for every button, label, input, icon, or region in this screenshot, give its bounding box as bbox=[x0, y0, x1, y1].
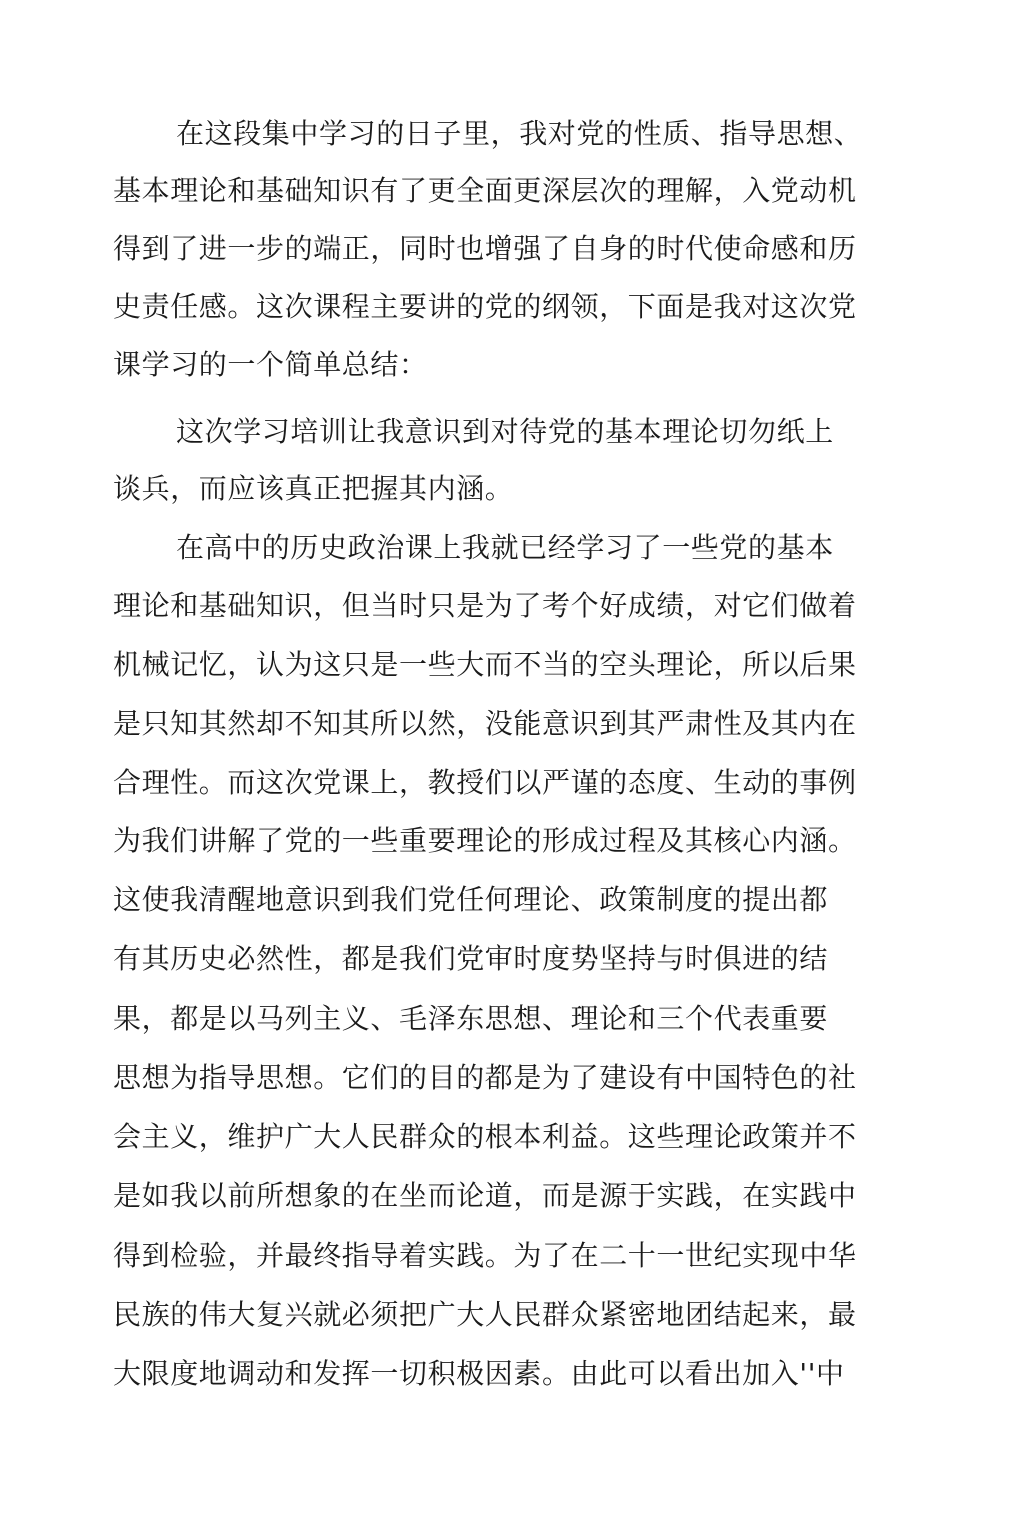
paragraph-3-line-9: 果，都是以马列主义、毛泽东思想、理论和三个代表重要 bbox=[113, 1002, 829, 1035]
paragraph-3-line-15: 大限度地调动和发挥一切积极因素。由此可以看出加入''中 bbox=[113, 1357, 845, 1390]
paragraph-2-line-1: 这次学习培训让我意识到对待党的基本理论切勿纸上 bbox=[176, 415, 834, 448]
paragraph-3-line-10: 思想为指导思想。它们的目的都是为了建设有中国特色的社 bbox=[113, 1061, 857, 1094]
paragraph-3-line-5: 合理性。而这次党课上，教授们以严谨的态度、生动的事例 bbox=[113, 766, 857, 799]
paragraph-1-line-5: 课学习的一个简单总结： bbox=[113, 348, 428, 381]
paragraph-3-line-6: 为我们讲解了党的一些重要理论的形成过程及其核心内涵。 bbox=[113, 824, 857, 857]
paragraph-1-line-4: 史责任感。这次课程主要讲的党的纲领，下面是我对这次党 bbox=[113, 290, 857, 323]
paragraph-1-line-3: 得到了进一步的端正，同时也增强了自身的时代使命感和历 bbox=[113, 232, 857, 265]
paragraph-1-line-2: 基本理论和基础知识有了更全面更深层次的理解，入党动机 bbox=[113, 174, 857, 207]
paragraph-3-line-7: 这使我清醒地意识到我们党任何理论、政策制度的提出都 bbox=[113, 883, 829, 916]
paragraph-3-line-4: 是只知其然却不知其所以然，没能意识到其严肃性及其内在 bbox=[113, 707, 857, 740]
paragraph-1-line-1: 在这段集中学习的日子里，我对党的性质、指导思想、 bbox=[176, 117, 863, 150]
paragraph-3-line-1: 在高中的历史政治课上我就已经学习了一些党的基本 bbox=[176, 531, 834, 564]
paragraph-3-line-13: 得到检验，并最终指导着实践。为了在二十一世纪实现中华 bbox=[113, 1239, 857, 1272]
paragraph-3-line-8: 有其历史必然性，都是我们党审时度势坚持与时俱进的结 bbox=[113, 942, 829, 975]
paragraph-3-line-12: 是如我以前所想象的在坐而论道，而是源于实践，在实践中 bbox=[113, 1179, 857, 1212]
paragraph-3-line-11: 会主义，维护广大人民群众的根本利益。这些理论政策并不 bbox=[113, 1120, 857, 1153]
paragraph-3-line-3: 机械记忆，认为这只是一些大而不当的空头理论，所以后果 bbox=[113, 648, 857, 681]
paragraph-3-line-14: 民族的伟大复兴就必须把广大人民群众紧密地团结起来，最 bbox=[113, 1298, 857, 1331]
paragraph-3-line-2: 理论和基础知识，但当时只是为了考个好成绩，对它们做着 bbox=[113, 589, 857, 622]
paragraph-2-line-2: 谈兵，而应该真正把握其内涵。 bbox=[113, 472, 514, 505]
